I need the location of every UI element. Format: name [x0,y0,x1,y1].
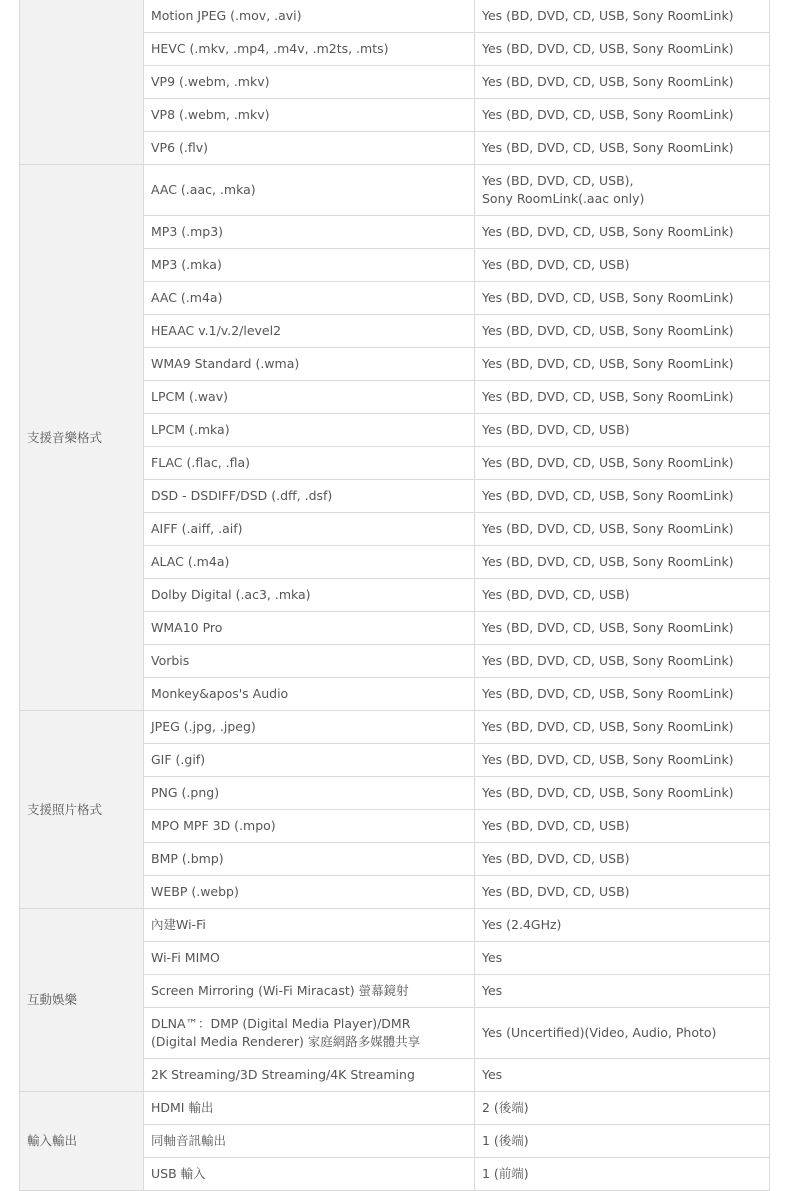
spec-value: Yes (BD, DVD, CD, USB, Sony RoomLink) [482,107,734,122]
spec-name-cell [144,546,475,579]
spec-value-cell [475,315,770,348]
spec-name: DLNA™：DMP (Digital Media Player)/DMR [151,1016,411,1031]
spec-name-cell [144,0,475,33]
spec-name-cell [144,744,475,777]
spec-value: Yes (BD, DVD, CD, USB) [482,257,630,272]
spec-name: VP6 (.flv) [151,140,209,155]
spec-value: Yes (BD, DVD, CD, USB, Sony RoomLink) [482,8,734,23]
spec-name-cell [144,33,475,66]
spec-name: WMA9 Standard (.wma) [151,356,300,371]
spec-value-cell [475,843,770,876]
spec-name: BMP (.bmp) [151,851,224,866]
table-row [20,1092,770,1125]
spec-name-cell [144,282,475,315]
spec-value-cell [475,1008,770,1059]
spec-value: Yes (BD, DVD, CD, USB) [482,884,630,899]
spec-value: 1 (前端) [482,1166,529,1181]
spec-value: Yes [482,1067,503,1082]
spec-name-cell [144,579,475,612]
spec-value: Yes (BD, DVD, CD, USB, Sony RoomLink) [482,140,734,155]
spec-name-cell [144,1125,475,1158]
spec-value-line2: Sony RoomLink(.aac only) [482,191,645,206]
table-row [20,0,770,33]
spec-value: Yes (BD, DVD, CD, USB) [482,422,630,437]
spec-value: 2 (後端) [482,1100,529,1115]
spec-name-cell [144,414,475,447]
spec-name: GIF (.gif) [151,752,206,767]
spec-value-cell [475,132,770,165]
spec-value: Yes (BD, DVD, CD, USB, Sony RoomLink) [482,74,734,89]
spec-name-cell [144,612,475,645]
spec-value-cell [475,99,770,132]
spec-name: MP3 (.mp3) [151,224,224,239]
spec-name-cell [144,249,475,282]
spec-value-cell [475,414,770,447]
spec-name: DSD - DSDIFF/DSD (.dff, .dsf) [151,488,333,503]
table-row [20,165,770,216]
spec-name-cell [144,216,475,249]
spec-name-cell [144,975,475,1008]
category-cell: 支援音樂格式 [20,165,144,711]
spec-name: FLAC (.flac, .fla) [151,455,251,470]
spec-name: HEAAC v.1/v.2/level2 [151,323,282,338]
spec-value-cell [475,711,770,744]
spec-name-cell [144,645,475,678]
spec-name: MPO MPF 3D (.mpo) [151,818,276,833]
spec-name: ALAC (.m4a) [151,554,230,569]
spec-value: Yes (BD, DVD, CD, USB, Sony RoomLink) [482,389,734,404]
spec-value-cell [475,744,770,777]
spec-value-cell [475,66,770,99]
spec-name-cell [144,909,475,942]
spec-table-body [20,0,770,1191]
spec-name: USB 輸入 [151,1166,206,1181]
spec-name: Dolby Digital (.ac3, .mka) [151,587,311,602]
spec-value: Yes (BD, DVD, CD, USB, Sony RoomLink) [482,785,734,800]
spec-value-cell [475,942,770,975]
category-cell [20,0,144,165]
spec-name-cell [144,1059,475,1092]
spec-name-cell [144,678,475,711]
spec-value: Yes (BD, DVD, CD, USB, Sony RoomLink) [482,488,734,503]
spec-value: Yes [482,950,503,965]
spec-name-cell [144,480,475,513]
spec-value: Yes (BD, DVD, CD, USB, Sony RoomLink) [482,323,734,338]
spec-value: Yes (BD, DVD, CD, USB) [482,851,630,866]
spec-value: Yes (Uncertified)(Video, Audio, Photo) [482,1025,717,1040]
table-row [20,711,770,744]
spec-value: Yes (BD, DVD, CD, USB, Sony RoomLink) [482,653,734,668]
spec-name-cell [144,1158,475,1191]
spec-name: 2K Streaming/3D Streaming/4K Streaming [151,1067,415,1082]
spec-name: WEBP (.webp) [151,884,239,899]
spec-name: JPEG (.jpg, .jpeg) [151,719,256,734]
spec-name: PNG (.png) [151,785,220,800]
spec-name: Screen Mirroring (Wi-Fi Miracast) 螢幕鏡射 [151,983,409,998]
spec-name-cell [144,165,475,216]
spec-name: 內建Wi-Fi [151,917,206,932]
spec-name: AAC (.m4a) [151,290,223,305]
spec-name: LPCM (.wav) [151,389,228,404]
spec-name: HDMI 輸出 [151,1100,214,1115]
spec-name: LPCM (.mka) [151,422,230,437]
spec-value-cell [475,810,770,843]
spec-value-cell [475,678,770,711]
spec-value: Yes (BD, DVD, CD, USB, Sony RoomLink) [482,521,734,536]
spec-name: WMA10 Pro [151,620,223,635]
spec-name-cell [144,348,475,381]
spec-name: 同軸音訊輸出 [151,1133,227,1148]
spec-name: Wi-Fi MIMO [151,950,220,965]
spec-value-cell [475,33,770,66]
spec-name: VP8 (.webm, .mkv) [151,107,270,122]
spec-value-cell [475,612,770,645]
spec-name-cell [144,381,475,414]
spec-value: 1 (後端) [482,1133,529,1148]
spec-name-cell [144,1092,475,1125]
spec-value-cell [475,777,770,810]
spec-value: Yes (BD, DVD, CD, USB, Sony RoomLink) [482,41,734,56]
table-row [20,909,770,942]
spec-name: VP9 (.webm, .mkv) [151,74,270,89]
spec-name: Motion JPEG (.mov, .avi) [151,8,302,23]
spec-name-cell [144,66,475,99]
spec-value: Yes (BD, DVD, CD, USB, Sony RoomLink) [482,290,734,305]
spec-value-cell [475,282,770,315]
spec-name-line2: (Digital Media Renderer) 家庭網路多媒體共享 [151,1034,421,1049]
spec-value: Yes (BD, DVD, CD, USB, Sony RoomLink) [482,752,734,767]
spec-value-cell [475,480,770,513]
spec-value-cell [475,0,770,33]
spec-name: AIFF (.aiff, .aif) [151,521,243,536]
spec-value-cell [475,546,770,579]
spec-name: Monkey&apos's Audio [151,686,289,701]
spec-value-cell [475,447,770,480]
spec-value: Yes (BD, DVD, CD, USB) [482,818,630,833]
spec-name-cell [144,810,475,843]
spec-value: Yes (BD, DVD, CD, USB) [482,587,630,602]
category-cell: 輸入輸出 [20,1092,144,1191]
spec-value-cell [475,909,770,942]
spec-value-cell [475,975,770,1008]
spec-value-cell [475,249,770,282]
spec-value: Yes (BD, DVD, CD, USB, Sony RoomLink) [482,620,734,635]
spec-value-cell [475,165,770,216]
spec-name-cell [144,447,475,480]
spec-name-cell [144,132,475,165]
spec-name: MP3 (.mka) [151,257,222,272]
spec-value: Yes (BD, DVD, CD, USB, Sony RoomLink) [482,356,734,371]
spec-value: Yes (BD, DVD, CD, USB, Sony RoomLink) [482,224,734,239]
spec-value-cell [475,579,770,612]
spec-name-cell [144,315,475,348]
spec-value: Yes (BD, DVD, CD, USB, Sony RoomLink) [482,455,734,470]
spec-value: Yes (2.4GHz) [482,917,562,932]
spec-value: Yes (BD, DVD, CD, USB, Sony RoomLink) [482,686,734,701]
spec-value-cell [475,513,770,546]
spec-name-cell [144,843,475,876]
spec-value-cell [475,1125,770,1158]
spec-value-cell [475,876,770,909]
category-cell: 互動娛樂 [20,909,144,1092]
spec-name: AAC (.aac, .mka) [151,182,256,197]
spec-value-cell [475,1092,770,1125]
spec-value-cell [475,381,770,414]
spec-name-cell [144,942,475,975]
spec-value: Yes (BD, DVD, CD, USB), [482,173,634,188]
spec-name-cell [144,1008,475,1059]
spec-value: Yes [482,983,503,998]
spec-name-cell [144,777,475,810]
spec-name-cell [144,513,475,546]
category-cell: 支援照片格式 [20,711,144,909]
spec-value: Yes (BD, DVD, CD, USB, Sony RoomLink) [482,719,734,734]
spec-value-cell [475,216,770,249]
spec-table [19,0,770,1191]
spec-name: HEVC (.mkv, .mp4, .m4v, .m2ts, .mts) [151,41,389,56]
spec-name-cell [144,876,475,909]
spec-value-cell [475,1158,770,1191]
spec-name-cell [144,99,475,132]
spec-value-cell [475,348,770,381]
spec-name: Vorbis [151,653,190,668]
spec-value-cell [475,645,770,678]
spec-value-cell [475,1059,770,1092]
spec-value: Yes (BD, DVD, CD, USB, Sony RoomLink) [482,554,734,569]
spec-name-cell [144,711,475,744]
